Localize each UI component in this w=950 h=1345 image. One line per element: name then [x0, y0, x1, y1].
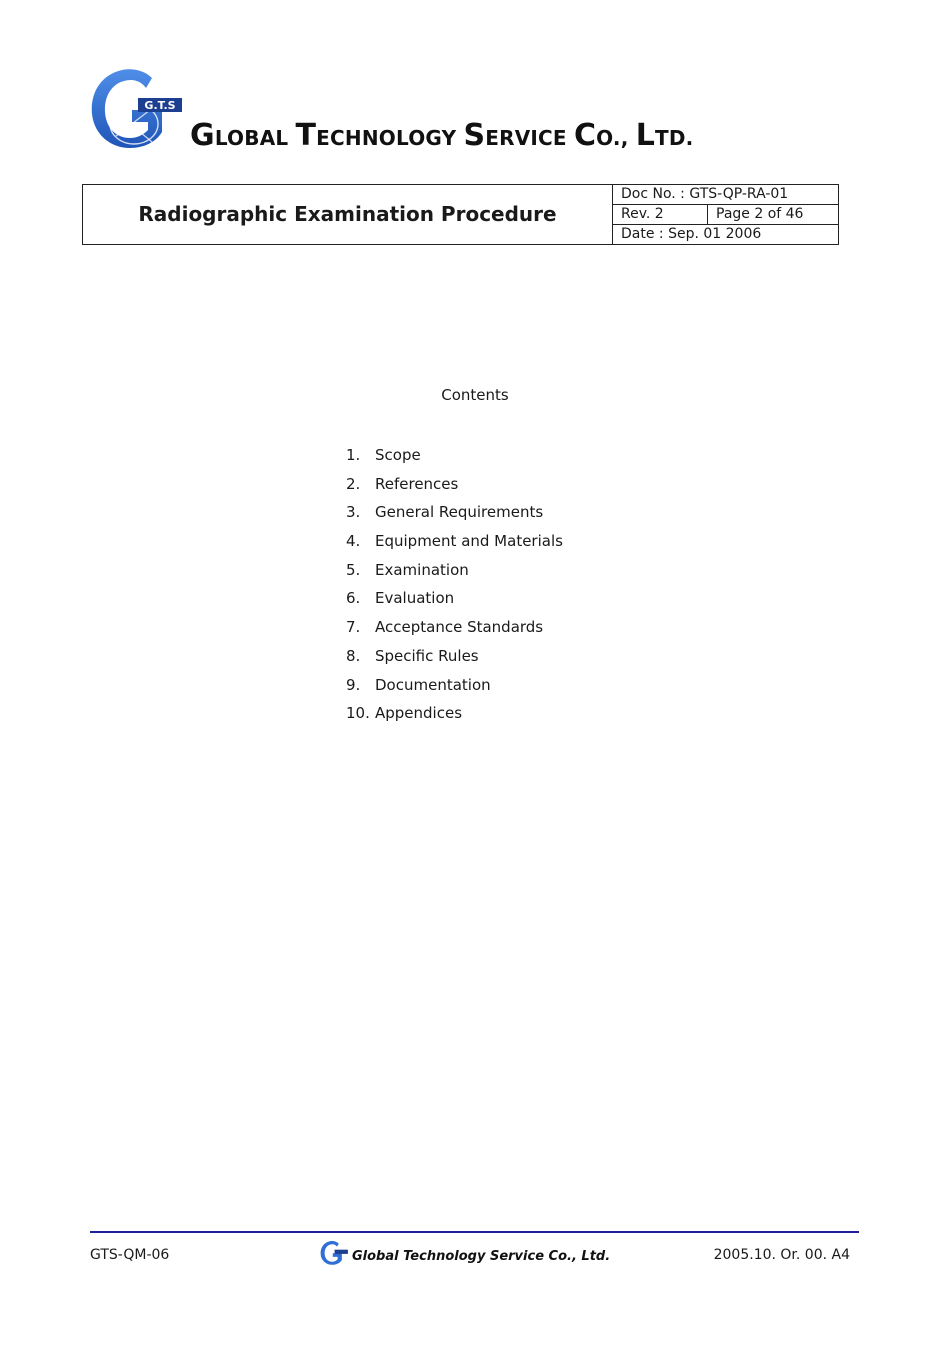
toc-item [346, 617, 563, 646]
toc-item-number: 6. [346, 589, 361, 608]
toc-item [346, 703, 563, 732]
toc-item-label: Examination [375, 560, 469, 579]
logo-text: G.T.S [144, 99, 176, 112]
company-name-cap: T [295, 118, 317, 153]
toc-item [346, 445, 563, 474]
doc-info-table [82, 184, 839, 245]
toc-item [346, 502, 563, 531]
toc-item-number: 2. [346, 474, 361, 493]
toc-item-label: References [375, 474, 459, 493]
toc-item-number: 5. [346, 560, 361, 579]
company-name-cap: G [190, 118, 215, 153]
toc-item [346, 560, 563, 589]
footer-company-block [318, 1240, 610, 1266]
toc-item-label: Acceptance Standards [375, 618, 544, 637]
toc-item-number: 3. [346, 503, 361, 522]
gts-logo [86, 66, 186, 152]
toc-item-label: Specific Rules [375, 646, 479, 665]
document-title: Radiographic Examination Procedure [83, 185, 613, 245]
toc-item [346, 588, 563, 617]
footer-company-name: Global Technology Service Co., Ltd. [352, 1248, 611, 1264]
toc-item-label: Equipment and Materials [375, 532, 563, 551]
doc-number: Doc No. : GTS-QP-RA-01 [613, 185, 839, 205]
toc-item-number: 8. [346, 646, 361, 665]
footer-rule [90, 1231, 859, 1233]
company-name [190, 118, 693, 153]
page-number: Page 2 of 46 [708, 205, 839, 225]
company-name-cap: C [573, 118, 597, 153]
revision: Rev. 2 [613, 205, 708, 225]
toc-item-label: Documentation [375, 675, 491, 694]
issue-date: Date : Sep. 01 2006 [613, 225, 839, 245]
footer-form-number: GTS-QM-06 [90, 1247, 170, 1263]
toc-item [346, 474, 563, 503]
gts-footer-logo-icon [318, 1240, 350, 1266]
company-name-rest: ECHNOLOGY [316, 126, 464, 150]
company-name-rest: O., [596, 126, 636, 150]
toc-item-number: 7. [346, 618, 361, 637]
company-name-cap: L [635, 118, 656, 153]
table-of-contents [346, 445, 563, 732]
toc-item-number: 4. [346, 532, 361, 551]
toc-item-number: 1. [346, 446, 361, 464]
company-name-rest: TD. [655, 126, 694, 150]
toc-item [346, 531, 563, 560]
company-name-rest: ERVICE [485, 126, 574, 150]
toc-item [346, 646, 563, 675]
footer-form-revision: 2005.10. Or. 00. A4 [713, 1247, 850, 1263]
toc-item-label: Scope [375, 446, 421, 464]
toc-item-label: Appendices [375, 704, 463, 723]
toc-item-number: 10. [346, 704, 370, 723]
toc-item [346, 675, 563, 704]
company-name-rest: LOBAL [214, 126, 296, 150]
toc-item-label: General Requirements [375, 503, 544, 522]
toc-item-label: Evaluation [375, 589, 455, 608]
company-name-cap: S [463, 118, 486, 153]
contents-heading: Contents [441, 386, 509, 404]
toc-item-number: 9. [346, 675, 361, 694]
